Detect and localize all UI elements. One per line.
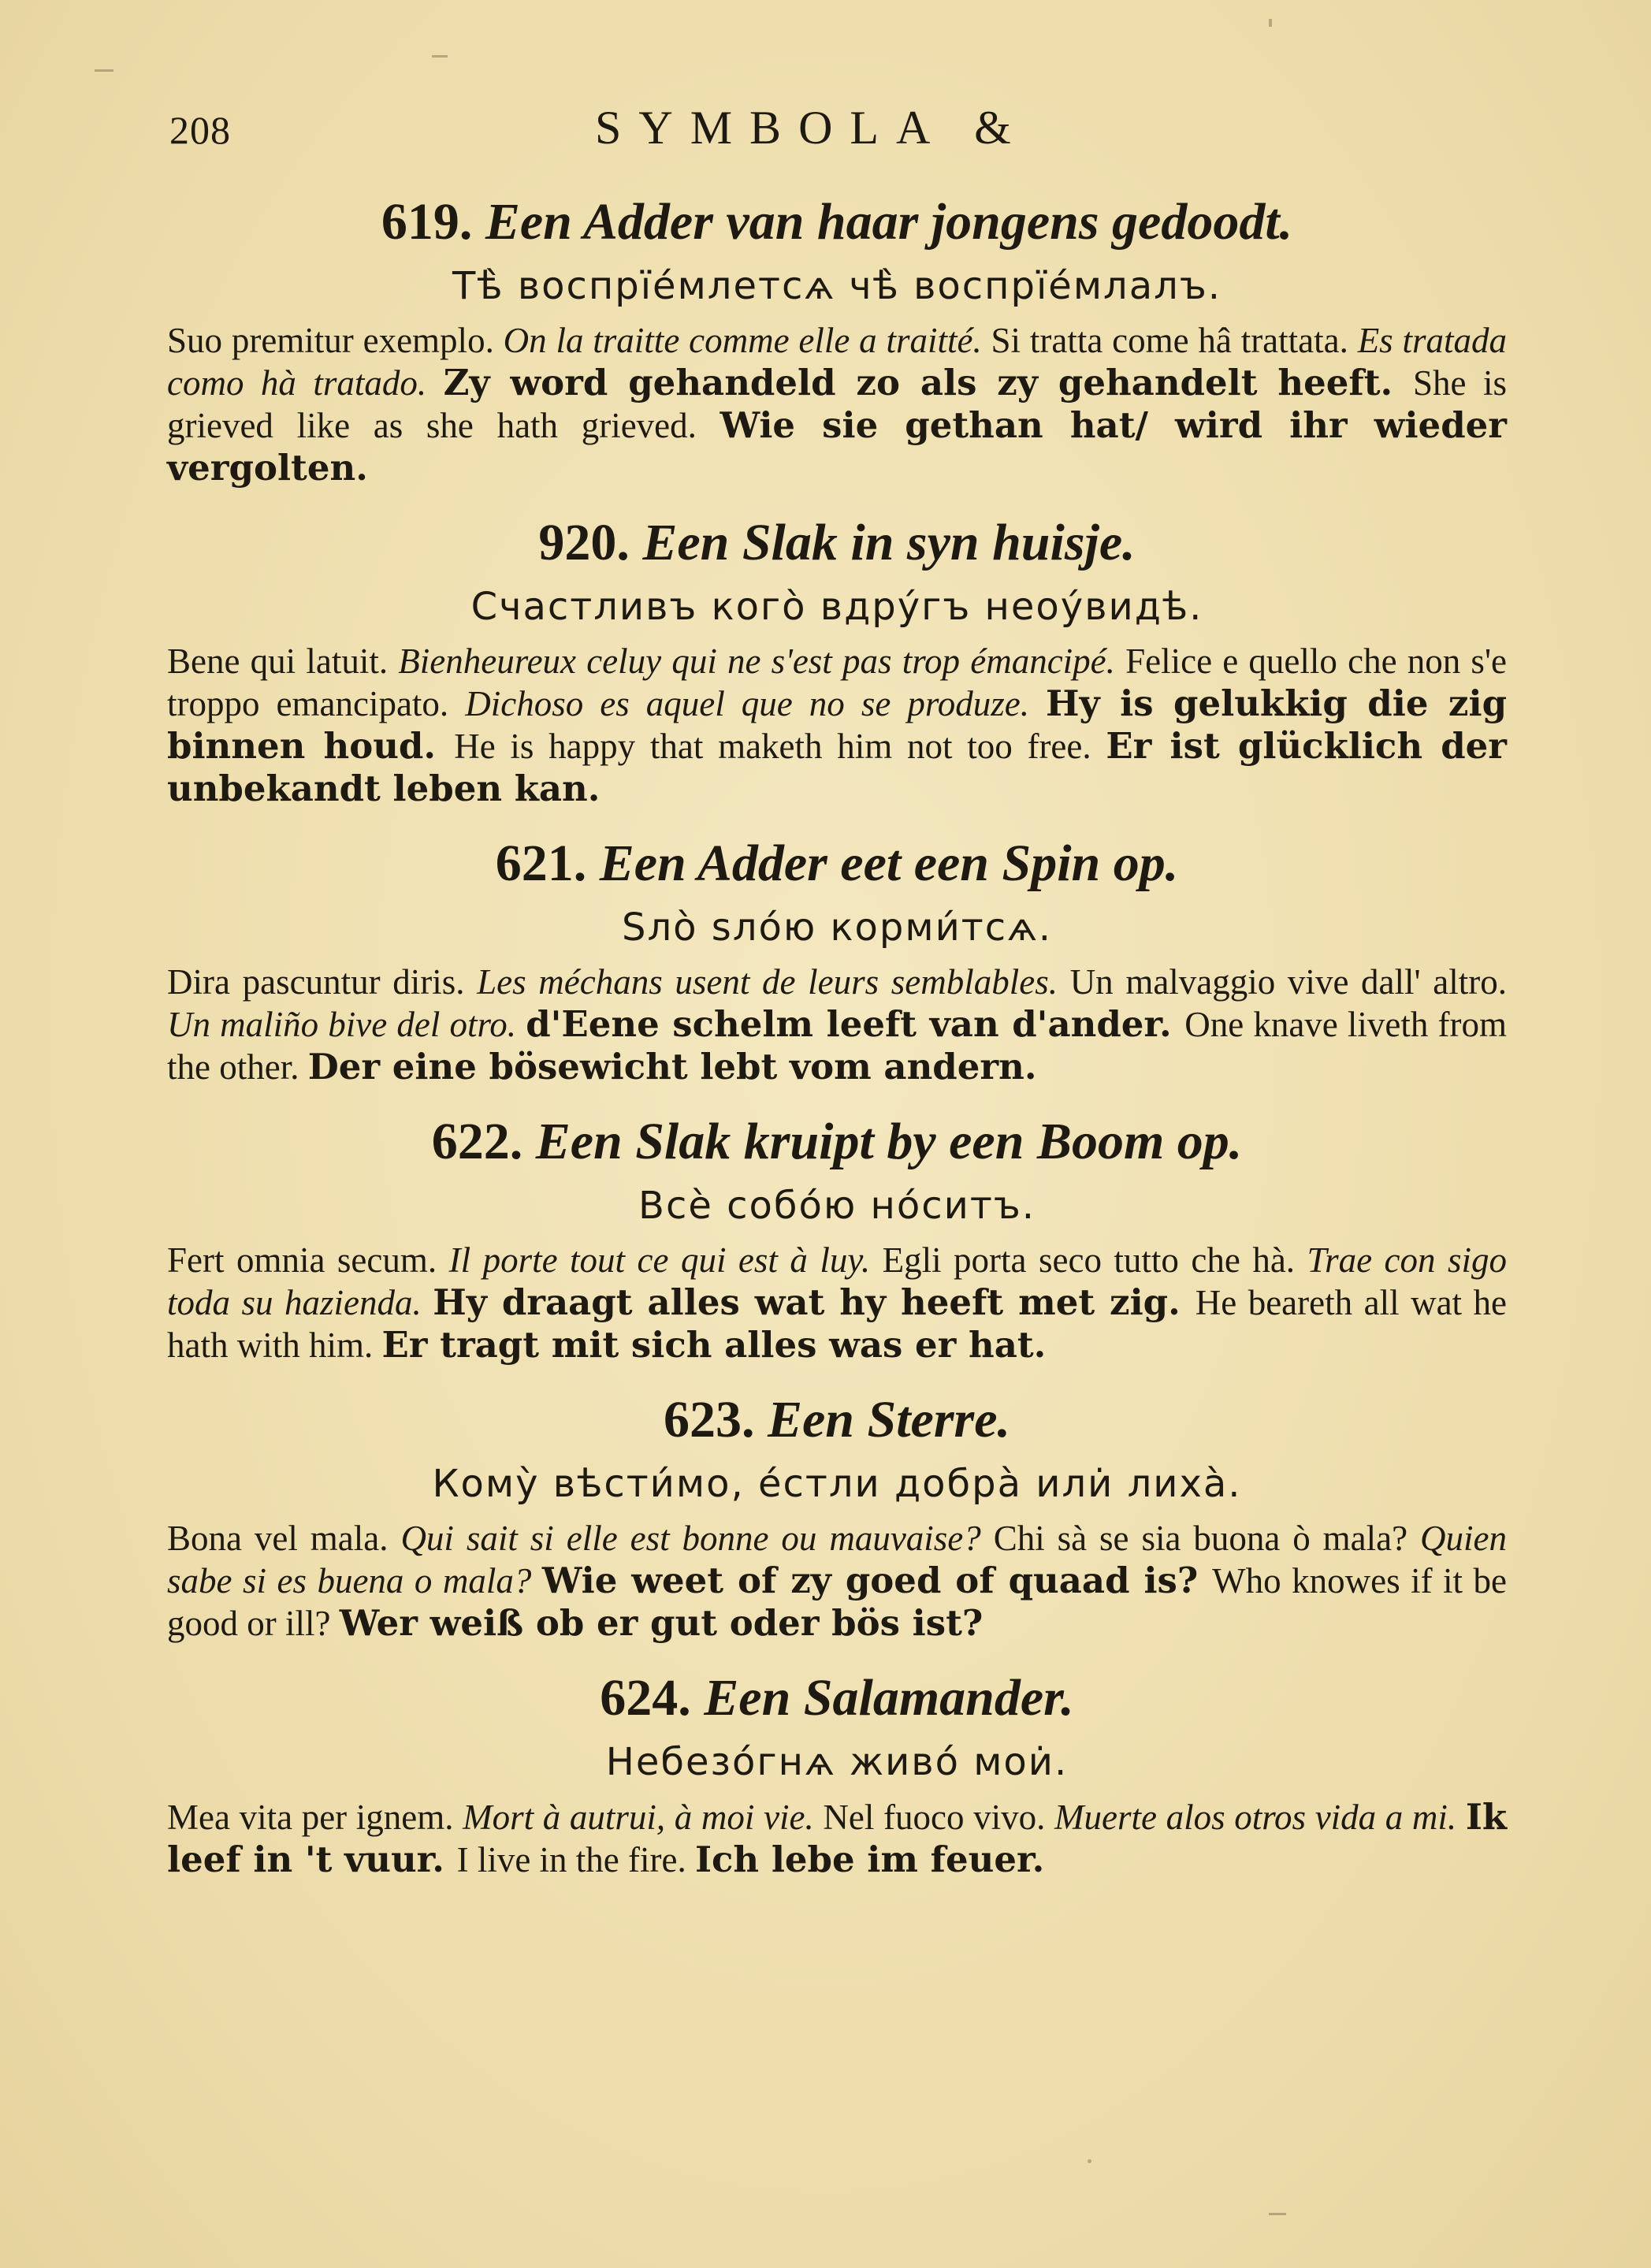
italian-motto: Nel fuoco vivo.	[823, 1798, 1046, 1837]
entry-number: 619.	[381, 193, 473, 251]
entry-translations	[167, 1518, 1507, 1645]
print-speck	[432, 55, 448, 58]
german-motto: Er tragt mit sich alles was er hat.	[381, 1324, 1047, 1366]
german-motto: Ich lebe im feuer.	[694, 1839, 1045, 1880]
entry-translations	[167, 1796, 1507, 1881]
entry-translations	[167, 320, 1507, 489]
print-speck	[1269, 2213, 1286, 2215]
print-speck	[1269, 19, 1272, 27]
latin-motto: Mea vita per ignem.	[167, 1798, 454, 1837]
emblem-entry	[167, 510, 1507, 810]
french-motto: Il porte tout ce qui est à luy.	[448, 1240, 871, 1280]
latin-motto: Dira pascuntur diris.	[167, 962, 465, 1002]
entry-title	[167, 1387, 1507, 1453]
entry-dutch-title: Een Adder van haar jongens gedoodt.	[485, 193, 1293, 251]
entry-title	[167, 189, 1507, 255]
latin-motto: Fert omnia secum.	[167, 1240, 437, 1280]
entry-number: 622.	[431, 1113, 523, 1170]
french-motto: Mort à autrui, à moi vie.	[463, 1798, 814, 1837]
english-motto: I live in the fire.	[456, 1840, 686, 1879]
english-motto: One knave liveth from the other.	[167, 1005, 1507, 1087]
italian-motto: Un malvaggio vive dall' altro.	[1069, 962, 1508, 1002]
spanish-motto: Trae con sigo toda su hazienda.	[167, 1240, 1508, 1322]
entry-number: 621.	[495, 835, 587, 892]
entry-translations	[167, 961, 1507, 1088]
slavonic-motto: Кому̀ вѣсти́мо, е́стли добра̀ или̇ лиха̀.	[432, 1462, 1242, 1506]
emblem-entry	[167, 1665, 1507, 1881]
emblem-entry	[167, 831, 1507, 1088]
german-motto: Wer weiß ob er gut oder bös ist?	[339, 1602, 984, 1644]
dutch-motto: Zy word gehandeld zo als zy gehandelt heeft.	[443, 362, 1393, 403]
page-header	[169, 101, 1509, 164]
italian-motto: Felice e quello che non s'e troppo emancipato.	[167, 641, 1508, 723]
entry-dutch-title: Een Salamander.	[704, 1669, 1074, 1727]
french-motto: Qui sait si elle est bonne ou mauvaise?	[400, 1519, 981, 1558]
dutch-motto: d'Eene schelm leeft van d'ander.	[526, 1003, 1172, 1045]
latin-motto: Suo premitur exemplo.	[167, 321, 494, 360]
latin-motto: Bene qui latuit.	[167, 641, 389, 681]
entry-number: 623.	[663, 1391, 755, 1448]
entry-title	[167, 1109, 1507, 1175]
dutch-motto: Wie weet of zy goed of quaad is?	[541, 1560, 1199, 1601]
english-motto: He beareth all wat he hath with him.	[167, 1283, 1508, 1365]
german-motto: Er ist glücklich der unbekandt leben kan.	[167, 725, 1508, 809]
print-speck	[1088, 2159, 1091, 2163]
entry-dutch-title: Een Slak kruipt by een Boom op.	[535, 1113, 1243, 1170]
entry-title	[167, 510, 1507, 576]
english-motto: He is happy that maketh him not too free.	[454, 727, 1091, 766]
entry-dutch-title: Een Adder eet een Spin op.	[599, 835, 1179, 892]
slavonic-motto: Всѐ собо́ю но́ситъ.	[638, 1184, 1036, 1228]
spanish-motto: Quien sabe si es buena o mala?	[167, 1519, 1508, 1601]
dutch-motto: Hy draagt alles wat hy heeft met zig.	[433, 1281, 1181, 1323]
german-motto: Der eine bösewicht lebt vom andern.	[307, 1046, 1037, 1088]
entry-title	[167, 831, 1507, 897]
english-motto: Who knowes if it be good or ill?	[167, 1561, 1508, 1643]
italian-motto: Chi sà se sia buona ò mala?	[993, 1519, 1408, 1558]
english-motto: She is grieved like as she hath grieved.	[167, 363, 1507, 445]
print-speck	[95, 69, 113, 72]
emblem-entry	[167, 1387, 1507, 1645]
page-number: 208	[169, 108, 231, 152]
entry-dutch-title: Een Sterre.	[767, 1391, 1011, 1448]
entry-number: 624.	[600, 1669, 691, 1727]
italian-motto: Si tratta come hâ trattata.	[991, 321, 1348, 360]
slavonic-motto: Счастливъ кого̀ вдру́гъ неоу́видѣ.	[470, 585, 1203, 629]
dutch-motto: Ik leef in 't vuur.	[167, 1796, 1508, 1880]
latin-motto: Bona vel mala.	[167, 1519, 389, 1558]
entry-translations	[167, 1240, 1507, 1366]
spanish-motto: Es tratada como hà tratado.	[167, 321, 1508, 403]
entry-number: 920.	[538, 514, 630, 571]
emblem-entry	[167, 1109, 1507, 1366]
running-head: SYMBOLA &	[595, 102, 1028, 154]
entry-dutch-title: Een Slak in syn huisje.	[642, 514, 1136, 571]
spanish-motto: Muerte alos otros vida a mi.	[1054, 1798, 1457, 1837]
french-motto: Bienheureux celuy qui ne s'est pas trop émancipé.	[398, 641, 1115, 681]
slavonic-motto: Ѕло̀ ѕло́ю корми́тсѧ.	[622, 905, 1052, 950]
dutch-motto: Hy is gelukkig die zig binnen houd.	[167, 682, 1508, 767]
slavonic-motto: Тѣ̀ воспрїе́млетсѧ чѣ̀ воспрїе́млалъ.	[452, 264, 1222, 308]
french-motto: On la traitte comme elle a traitté.	[503, 321, 982, 360]
french-motto: Les méchans usent de leurs semblables.	[477, 962, 1058, 1002]
entry-translations	[167, 641, 1507, 810]
slavonic-motto: Небезо́гнѧ живо́ мои̇.	[605, 1740, 1069, 1784]
entry-title	[167, 1665, 1507, 1731]
german-motto: Wie sie gethan hat/ wird ihr wieder vergolten.	[167, 404, 1507, 489]
spanish-motto: Un maliño bive del otro.	[167, 1005, 517, 1044]
emblem-list	[167, 189, 1507, 1902]
emblem-entry	[167, 189, 1507, 489]
spanish-motto: Dichoso es aquel que no se produze.	[465, 684, 1029, 723]
italian-motto: Egli porta seco tutto che hà.	[882, 1240, 1296, 1280]
